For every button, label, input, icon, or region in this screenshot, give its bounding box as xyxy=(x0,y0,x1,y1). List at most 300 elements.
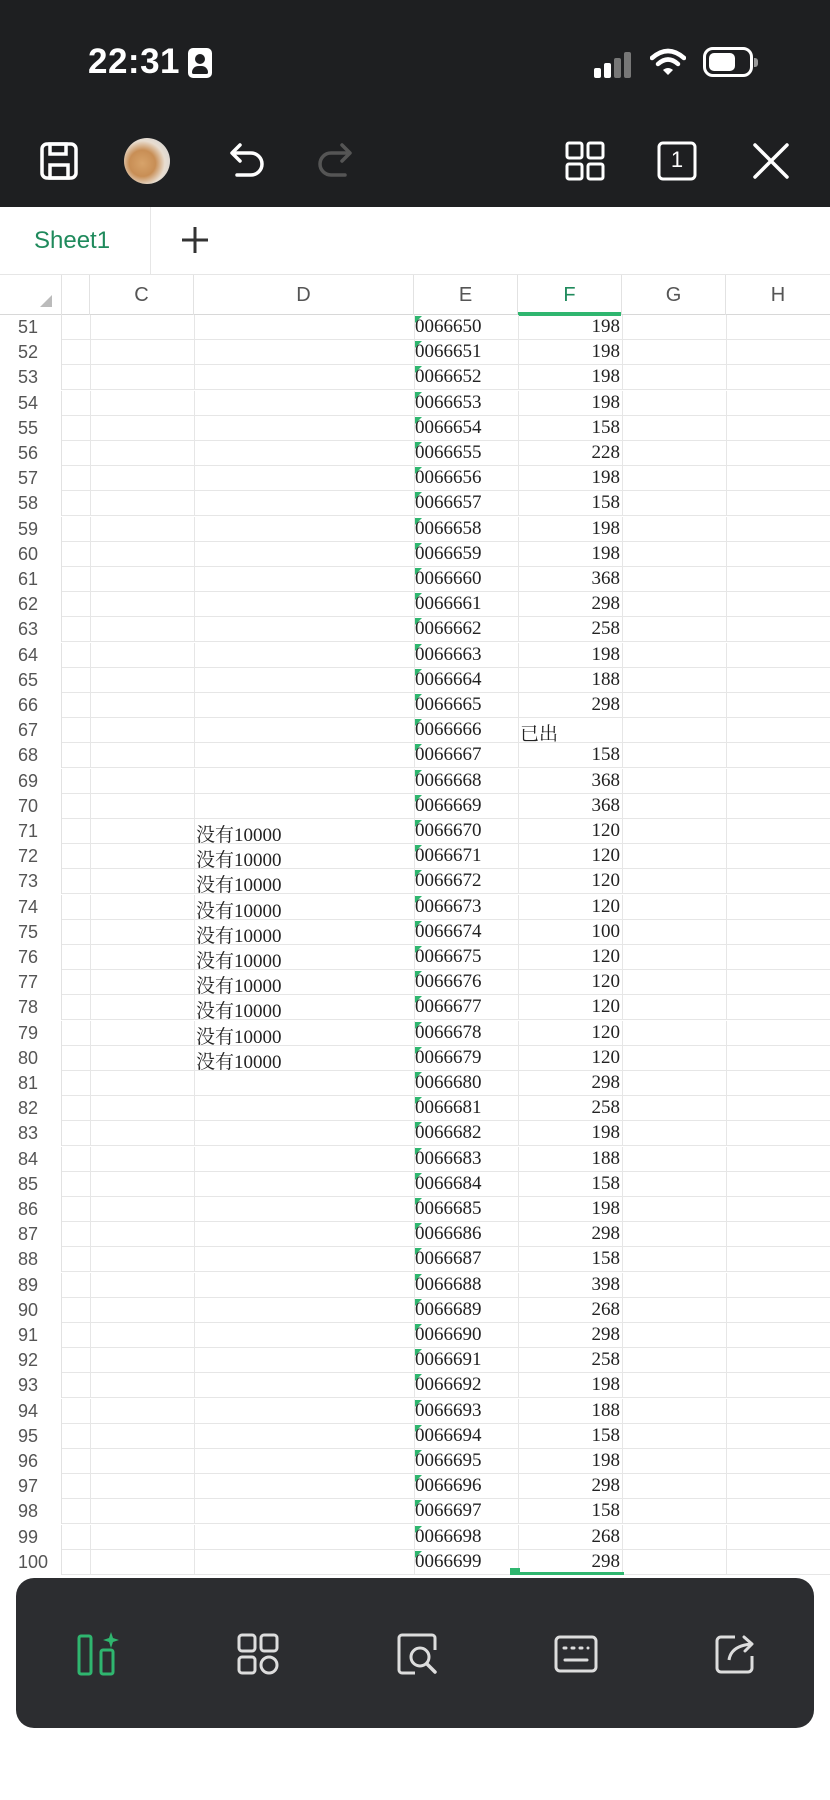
grid-line xyxy=(518,441,519,466)
apps-icon[interactable] xyxy=(234,1630,282,1678)
cell-f[interactable]: 298 xyxy=(591,1223,620,1245)
table-row xyxy=(0,1247,830,1272)
grid-line xyxy=(726,794,727,819)
cell-e[interactable]: 0066698 xyxy=(415,1526,515,1548)
table-row xyxy=(0,1071,830,1096)
table-row xyxy=(0,1373,830,1398)
grid-line xyxy=(90,1499,91,1524)
row-number[interactable]: 68 xyxy=(0,743,62,768)
table-row xyxy=(0,1021,830,1046)
grid-line xyxy=(518,1121,519,1146)
grid-line xyxy=(194,643,195,668)
row-number[interactable]: 85 xyxy=(0,1172,62,1197)
table-row xyxy=(0,643,830,668)
grid-line xyxy=(518,1499,519,1524)
cell-d[interactable]: 没有10000 xyxy=(196,1026,282,1048)
grid-line xyxy=(622,416,623,441)
table-row xyxy=(0,1197,830,1222)
cell-d[interactable]: 没有10000 xyxy=(196,900,282,922)
grid-view-icon[interactable] xyxy=(562,138,608,184)
grid-line xyxy=(194,491,195,516)
grid-line xyxy=(518,1373,519,1398)
grid-line xyxy=(90,668,91,693)
cell-e[interactable]: 0066665 xyxy=(415,694,515,716)
cell-f[interactable]: 158 xyxy=(591,1172,620,1194)
cell-d[interactable]: 没有10000 xyxy=(196,976,282,998)
table-row xyxy=(0,1323,830,1348)
row-number[interactable]: 56 xyxy=(0,441,62,466)
cell-f[interactable]: 268 xyxy=(591,1525,620,1547)
grid-line xyxy=(194,769,195,794)
cell-f[interactable]: 198 xyxy=(591,316,620,337)
cell-e[interactable]: 0066657 xyxy=(415,492,515,514)
grid-line xyxy=(518,920,519,945)
cell-d[interactable]: 没有10000 xyxy=(196,875,282,897)
row-number[interactable]: 90 xyxy=(0,1298,62,1323)
find-icon[interactable] xyxy=(393,1630,441,1678)
cell-f[interactable]: 198 xyxy=(591,467,620,489)
table-row xyxy=(0,1424,830,1449)
cell-e[interactable]: 0066688 xyxy=(415,1274,515,1296)
grid-line xyxy=(90,542,91,567)
cell-f[interactable]: 158 xyxy=(591,1248,620,1270)
cell-f[interactable]: 158 xyxy=(591,1424,620,1446)
row-number[interactable]: 81 xyxy=(0,1071,62,1096)
row-number[interactable]: 53 xyxy=(0,365,62,390)
row-number[interactable]: 77 xyxy=(0,970,62,995)
row-number[interactable]: 61 xyxy=(0,567,62,592)
grid-line xyxy=(622,315,623,340)
tab-sheet1[interactable]: Sheet1 xyxy=(34,227,111,254)
row-number[interactable]: 52 xyxy=(0,340,62,365)
save-icon[interactable] xyxy=(36,138,82,184)
table-row xyxy=(0,1147,830,1172)
close-icon[interactable] xyxy=(748,138,794,184)
row-number[interactable]: 94 xyxy=(0,1399,62,1424)
cell-e[interactable]: 0066658 xyxy=(415,518,515,540)
grid-line xyxy=(726,1298,727,1323)
grid-line xyxy=(90,643,91,668)
cell-e[interactable]: 0066689 xyxy=(415,1299,515,1321)
cell-f[interactable]: 298 xyxy=(591,1324,620,1345)
row-number[interactable]: 78 xyxy=(0,995,62,1020)
grid-line xyxy=(622,567,623,592)
grid-line xyxy=(622,920,623,945)
cell-e[interactable]: 0066680 xyxy=(415,1072,515,1094)
select-all-corner[interactable] xyxy=(0,275,62,315)
row-number[interactable]: 96 xyxy=(0,1449,62,1474)
grid-line xyxy=(194,1247,195,1272)
share-icon[interactable] xyxy=(711,1630,759,1678)
cell-e[interactable]: 0066660 xyxy=(415,568,515,590)
grid-line xyxy=(518,1424,519,1449)
grid-line xyxy=(90,945,91,970)
grid-line xyxy=(726,1197,727,1222)
row-number[interactable]: 63 xyxy=(0,617,62,642)
cell-e[interactable]: 0066684 xyxy=(415,1173,515,1195)
cell-f[interactable]: 198 xyxy=(591,542,620,564)
grid-line xyxy=(90,995,91,1020)
cell-f[interactable]: 198 xyxy=(591,366,620,388)
row-number[interactable]: 99 xyxy=(0,1525,62,1550)
spreadsheet-grid[interactable] xyxy=(0,275,830,1575)
cell-f[interactable]: 198 xyxy=(591,1122,620,1144)
cell-f[interactable]: 120 xyxy=(591,870,620,892)
row-number[interactable]: 97 xyxy=(0,1474,62,1499)
grid-line xyxy=(726,693,727,718)
selection-knob[interactable] xyxy=(510,1568,520,1575)
cell-e[interactable]: 0066682 xyxy=(415,1122,515,1144)
grid-line xyxy=(726,1222,727,1247)
cell-d[interactable]: 没有10000 xyxy=(196,951,282,972)
row-number[interactable]: 67 xyxy=(0,718,62,743)
cell-f[interactable]: 268 xyxy=(591,1298,620,1320)
cell-f[interactable]: 258 xyxy=(591,1097,620,1119)
cell-e[interactable]: 0066683 xyxy=(415,1148,515,1170)
grid-line xyxy=(518,416,519,441)
grid-line xyxy=(622,945,623,970)
add-sheet-button[interactable] xyxy=(180,225,210,255)
cell-f[interactable]: 120 xyxy=(591,895,620,917)
cell-e[interactable]: 0066656 xyxy=(415,467,515,489)
row-number[interactable]: 64 xyxy=(0,643,62,668)
status-time: 22:31 xyxy=(88,42,181,81)
cell-f[interactable]: 120 xyxy=(591,996,620,1018)
grid-line xyxy=(518,819,519,844)
grid-line xyxy=(518,1172,519,1197)
row-number[interactable]: 79 xyxy=(0,1021,62,1046)
row-number[interactable]: 92 xyxy=(0,1348,62,1373)
plus-icon xyxy=(180,225,210,255)
column-header-c[interactable]: C xyxy=(90,275,194,315)
row-number[interactable]: 51 xyxy=(0,315,62,340)
cell-e[interactable]: 0066662 xyxy=(415,618,515,640)
row-number[interactable]: 69 xyxy=(0,769,62,794)
grid-line xyxy=(726,1399,727,1424)
cell-e[interactable]: 0066672 xyxy=(415,870,515,892)
column-header-f[interactable]: F xyxy=(518,275,622,315)
cell-e[interactable]: 0066695 xyxy=(415,1450,515,1472)
cell-e[interactable]: 0066667 xyxy=(415,744,515,766)
row-number[interactable]: 62 xyxy=(0,592,62,617)
grid-line xyxy=(90,1096,91,1121)
column-header-d[interactable]: D xyxy=(194,275,414,315)
cell-f[interactable]: 198 xyxy=(591,1450,620,1471)
grid-line xyxy=(518,1525,519,1550)
cell-f[interactable]: 198 xyxy=(591,1198,620,1219)
grid-line xyxy=(622,1273,623,1298)
cell-f[interactable]: 198 xyxy=(591,391,620,413)
cell-f[interactable]: 368 xyxy=(591,794,620,816)
grid-line xyxy=(726,567,727,592)
cell-e[interactable]: 0066653 xyxy=(415,392,515,414)
grid-line xyxy=(622,542,623,567)
row-number[interactable]: 65 xyxy=(0,668,62,693)
cell-e[interactable]: 0066694 xyxy=(415,1425,515,1447)
cell-e[interactable]: 0066691 xyxy=(415,1349,515,1371)
grid-line xyxy=(622,517,623,542)
grid-line xyxy=(518,567,519,592)
cell-d[interactable]: 没有10000 xyxy=(196,1051,282,1073)
grid-line xyxy=(194,945,195,970)
grid-line xyxy=(518,542,519,567)
cell-e[interactable]: 0066687 xyxy=(415,1248,515,1270)
cell-f[interactable]: 228 xyxy=(591,442,620,463)
table-row xyxy=(0,567,830,592)
cell-f[interactable]: 120 xyxy=(591,1021,620,1043)
row-number[interactable]: 80 xyxy=(0,1046,62,1071)
cell-f[interactable]: 258 xyxy=(591,618,620,640)
cell-e[interactable]: 0066669 xyxy=(415,795,515,817)
row-number[interactable]: 91 xyxy=(0,1323,62,1348)
cell-e[interactable]: 0066696 xyxy=(415,1475,515,1497)
wifi-icon xyxy=(650,47,686,77)
cell-f[interactable]: 298 xyxy=(591,1550,620,1572)
table-row xyxy=(0,1298,830,1323)
table-row xyxy=(0,844,830,872)
cell-e[interactable]: 0066673 xyxy=(415,896,515,918)
cell-f[interactable]: 198 xyxy=(591,1374,620,1396)
grid-line xyxy=(726,769,727,794)
bottom-toolbar xyxy=(16,1578,814,1728)
cell-e[interactable]: 0066654 xyxy=(415,417,515,439)
cell-e[interactable]: 0066655 xyxy=(415,442,515,464)
cell-f[interactable]: 188 xyxy=(591,668,620,690)
grid-line xyxy=(518,945,519,970)
table-row xyxy=(0,970,830,998)
grid-line xyxy=(194,1424,195,1449)
grid-line xyxy=(90,1399,91,1424)
column-header-e[interactable]: E xyxy=(414,275,518,315)
row-number[interactable]: 75 xyxy=(0,920,62,945)
redo-icon[interactable] xyxy=(314,138,360,184)
cell-f[interactable]: 368 xyxy=(591,769,620,791)
grid-line xyxy=(518,1046,519,1071)
cell-f[interactable]: 298 xyxy=(591,1072,620,1093)
cell-e[interactable]: 0066675 xyxy=(415,946,515,968)
table-row xyxy=(0,1449,830,1474)
cell-e[interactable]: 0066666 xyxy=(415,719,515,741)
avatar[interactable] xyxy=(124,138,170,184)
cell-e[interactable]: 0066674 xyxy=(415,921,515,943)
row-number[interactable]: 89 xyxy=(0,1273,62,1298)
grid-line xyxy=(622,491,623,516)
cell-e[interactable]: 0066679 xyxy=(415,1047,515,1069)
grid-line xyxy=(726,491,727,516)
cell-f[interactable]: 100 xyxy=(591,920,620,942)
row-number[interactable]: 72 xyxy=(0,844,62,869)
cell-d[interactable]: 没有10000 xyxy=(196,925,282,947)
grid-line xyxy=(622,1298,623,1323)
row-number[interactable]: 58 xyxy=(0,491,62,516)
grid-line xyxy=(194,920,195,945)
grid-line xyxy=(726,1147,727,1172)
grid-line xyxy=(622,1373,623,1398)
row-number[interactable]: 87 xyxy=(0,1222,62,1247)
cell-f[interactable]: 120 xyxy=(591,1046,620,1068)
grid-line xyxy=(194,1096,195,1121)
cell-d[interactable]: 没有10000 xyxy=(196,850,282,872)
tab-divider xyxy=(150,207,151,275)
row-number[interactable]: 84 xyxy=(0,1147,62,1172)
grid-line xyxy=(90,1424,91,1449)
grid-line xyxy=(726,743,727,768)
row-number[interactable]: 93 xyxy=(0,1373,62,1398)
grid-line xyxy=(726,1474,727,1499)
cell-f[interactable]: 298 xyxy=(591,593,620,615)
table-row xyxy=(0,315,830,340)
grid-line xyxy=(518,617,519,642)
cell-e[interactable]: 0066699 xyxy=(415,1551,515,1573)
cell-d[interactable]: 没有10000 xyxy=(196,1001,282,1023)
cell-f[interactable]: 198 xyxy=(591,517,620,539)
grid-line xyxy=(518,1147,519,1172)
cell-f[interactable]: 120 xyxy=(591,971,620,993)
row-number[interactable]: 60 xyxy=(0,542,62,567)
grid-line xyxy=(194,1021,195,1046)
row-number[interactable]: 98 xyxy=(0,1499,62,1524)
column-header-h[interactable]: H xyxy=(770,284,786,306)
cell-f[interactable]: 398 xyxy=(591,1273,620,1295)
cell-f[interactable]: 158 xyxy=(591,744,620,766)
grid-line xyxy=(622,1197,623,1222)
cell-e[interactable]: 0066670 xyxy=(415,820,515,842)
cell-e[interactable]: 0066685 xyxy=(415,1198,515,1220)
row-number[interactable]: 86 xyxy=(0,1197,62,1222)
cell-d[interactable]: 没有10000 xyxy=(196,825,282,846)
grid-line xyxy=(518,1021,519,1046)
cell-e[interactable]: 0066677 xyxy=(415,996,515,1018)
grid-line xyxy=(194,895,195,920)
grid-line xyxy=(518,517,519,542)
column-header-b[interactable] xyxy=(62,275,90,315)
column-headers xyxy=(0,275,830,315)
grid-line xyxy=(726,995,727,1020)
grid-line xyxy=(726,340,727,365)
grid-line xyxy=(194,869,195,894)
grid-line xyxy=(90,819,91,844)
cell-e[interactable]: 0066681 xyxy=(415,1097,515,1119)
grid-line xyxy=(622,1323,623,1348)
cell-f[interactable]: 258 xyxy=(591,1349,620,1371)
cell-f[interactable]: 368 xyxy=(591,568,620,589)
ai-tools-icon[interactable] xyxy=(75,1630,123,1678)
undo-icon[interactable] xyxy=(222,138,268,184)
grid-line xyxy=(90,466,91,491)
grid-line xyxy=(90,1348,91,1373)
grid-line xyxy=(518,365,519,390)
grid-line xyxy=(726,844,727,869)
row-number[interactable]: 74 xyxy=(0,895,62,920)
cell-e[interactable]: 0066676 xyxy=(415,971,515,993)
cell-f[interactable]: 298 xyxy=(591,694,620,715)
row-number[interactable]: 71 xyxy=(0,819,62,844)
row-number[interactable]: 76 xyxy=(0,945,62,970)
grid-line xyxy=(194,1071,195,1096)
grid-line xyxy=(622,1449,623,1474)
page-count-icon[interactable] xyxy=(654,138,700,184)
row-number[interactable]: 73 xyxy=(0,869,62,894)
table-row xyxy=(0,668,830,693)
cell-f[interactable]: 158 xyxy=(591,416,620,438)
cell-f[interactable]: 158 xyxy=(591,492,620,514)
grid-line xyxy=(194,340,195,365)
row-number[interactable]: 88 xyxy=(0,1247,62,1272)
table-row xyxy=(0,1474,830,1499)
cell-e[interactable]: 0066652 xyxy=(415,366,515,388)
grid-line xyxy=(194,970,195,995)
row-number[interactable]: 57 xyxy=(0,466,62,491)
cell-f[interactable]: 198 xyxy=(591,341,620,363)
grid-line xyxy=(518,693,519,718)
cell-e[interactable]: 0066690 xyxy=(415,1324,515,1346)
grid-line xyxy=(518,844,519,869)
column-header-g[interactable]: G xyxy=(622,275,726,315)
grid-line xyxy=(90,1247,91,1272)
cell-f[interactable]: 120 xyxy=(591,820,620,841)
grid-line xyxy=(622,718,623,743)
cell-e[interactable]: 0066693 xyxy=(415,1400,515,1422)
table-row xyxy=(0,491,830,516)
grid-line xyxy=(622,743,623,768)
keyboard-icon[interactable] xyxy=(552,1630,600,1678)
grid-line xyxy=(518,491,519,516)
grid-line xyxy=(726,1046,727,1071)
row-number[interactable]: 59 xyxy=(0,517,62,542)
grid-line xyxy=(518,592,519,617)
cell-e[interactable]: 0066664 xyxy=(415,669,515,691)
cell-f[interactable]: 188 xyxy=(591,1399,620,1421)
grid-line xyxy=(518,315,519,340)
cell-e[interactable]: 0066668 xyxy=(415,770,515,792)
grid-line xyxy=(194,718,195,743)
cell-e[interactable]: 0066671 xyxy=(415,845,515,867)
cell-f[interactable]: 120 xyxy=(591,845,620,867)
row-number[interactable]: 55 xyxy=(0,416,62,441)
row-number[interactable]: 95 xyxy=(0,1424,62,1449)
row-number[interactable]: 82 xyxy=(0,1096,62,1121)
cell-e[interactable]: 0066651 xyxy=(415,341,515,363)
cell-e[interactable]: 0066692 xyxy=(415,1374,515,1396)
cell-e[interactable]: 0066678 xyxy=(415,1022,515,1044)
cell-e[interactable]: 0066659 xyxy=(415,543,515,565)
cell-f[interactable]: 198 xyxy=(591,643,620,665)
grid-line xyxy=(622,1499,623,1524)
row-number[interactable]: 70 xyxy=(0,794,62,819)
table-row xyxy=(0,693,830,718)
cell-e[interactable]: 0066661 xyxy=(415,593,515,615)
table-row xyxy=(0,718,830,746)
cell-e[interactable]: 0066686 xyxy=(415,1223,515,1245)
grid-line xyxy=(518,769,519,794)
cell-e[interactable]: 0066697 xyxy=(415,1500,515,1522)
grid-line xyxy=(726,517,727,542)
row-number[interactable]: 100 xyxy=(0,1550,62,1575)
grid-line xyxy=(726,1247,727,1272)
grid-line xyxy=(90,743,91,768)
cell-e[interactable]: 0066650 xyxy=(415,316,515,338)
cell-e[interactable]: 0066663 xyxy=(415,644,515,666)
cell-f[interactable]: 158 xyxy=(591,1500,620,1522)
row-number[interactable]: 54 xyxy=(0,391,62,416)
grid-line xyxy=(194,1172,195,1197)
row-number[interactable]: 66 xyxy=(0,693,62,718)
cell-f[interactable]: 已出 xyxy=(520,724,559,746)
cell-f[interactable]: 120 xyxy=(591,946,620,967)
cell-f[interactable]: 188 xyxy=(591,1147,620,1169)
cell-f[interactable]: 298 xyxy=(591,1475,620,1497)
row-number[interactable]: 83 xyxy=(0,1121,62,1146)
